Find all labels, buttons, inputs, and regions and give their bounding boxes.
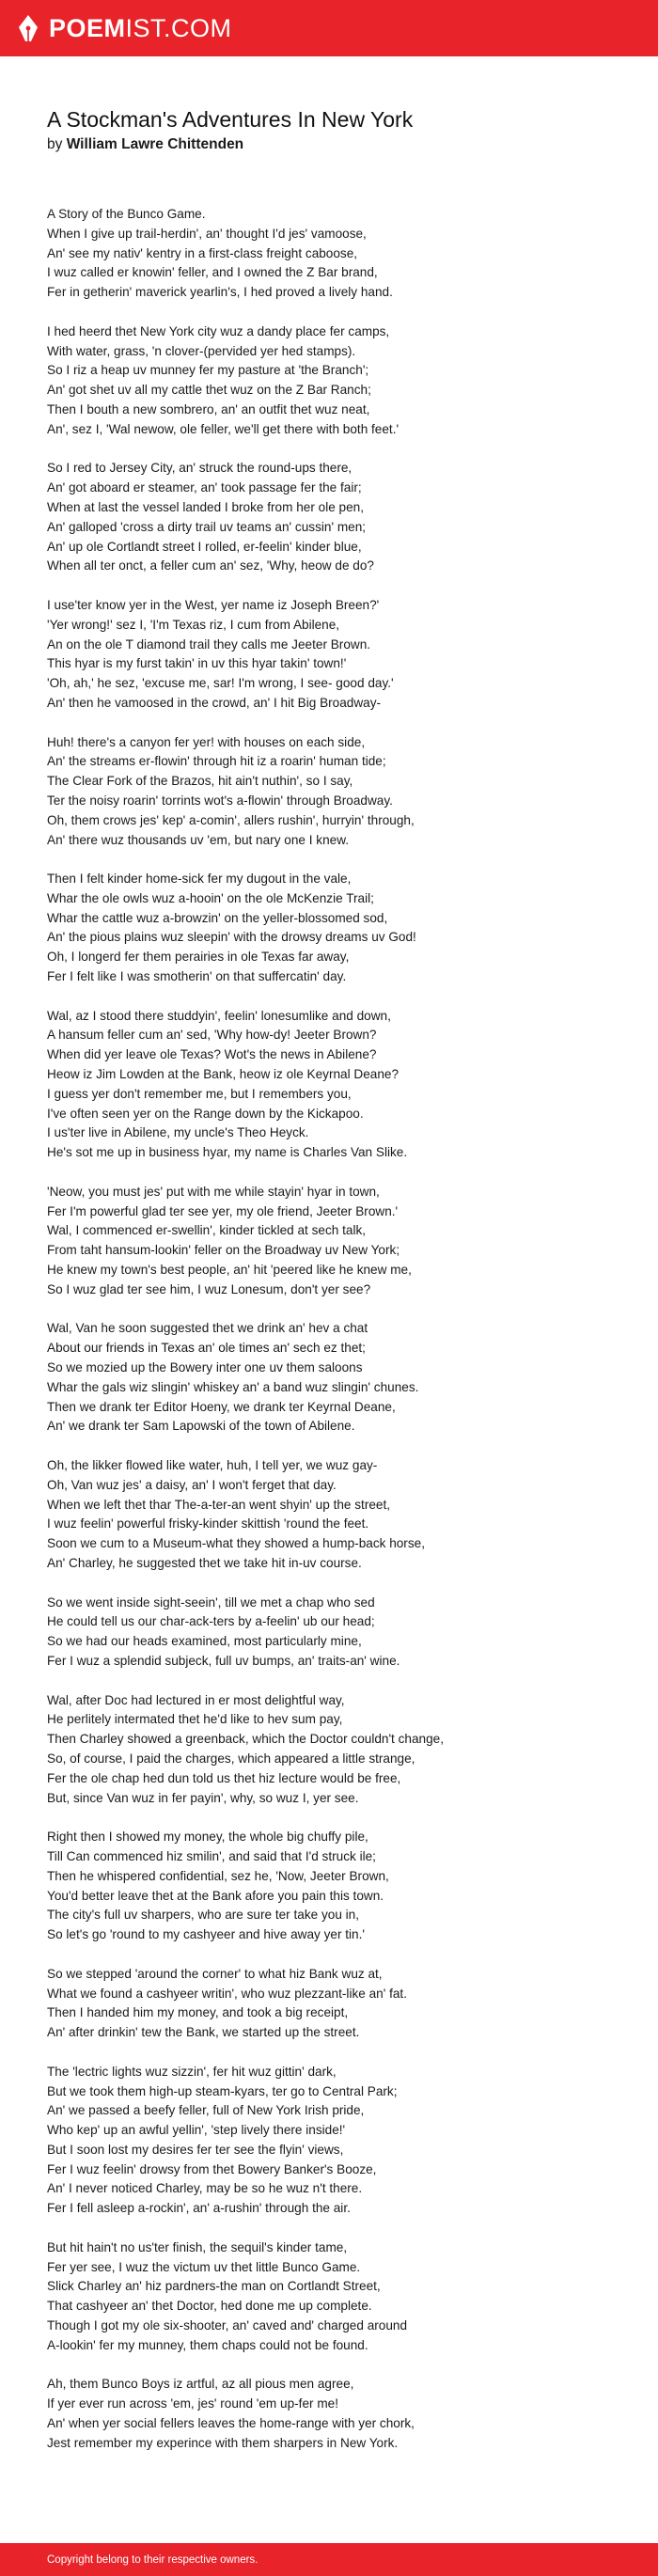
poem-line: Wal, I commenced er-swellin', kinder tickled at sech talk,: [47, 1223, 367, 1238]
poem-line: Though I got my ole six-shooter, an' caved and' charged around: [47, 2318, 408, 2333]
poem-line: An' then he vamoosed in the crowd, an' I hit Big Broadway-: [47, 695, 382, 710]
poem-line: With water, grass, 'n clover-(pervided yer hed stamps).: [47, 343, 356, 358]
poem-line: Whar the ole owls wuz a-hooin' on the ole McKenzie Trail;: [47, 890, 374, 905]
poem-line: Fer in getherin' maverick yearlin's, I hed proved a lively hand.: [47, 285, 393, 300]
poem-line: But I soon lost my desires fer ter see the flyin' views,: [47, 2142, 344, 2157]
poem-line: A-lookin' fer my munney, them chaps could not be found.: [47, 2337, 368, 2352]
poem-line: An' galloped 'cross a dirty trail uv teams an' cussin' men;: [47, 519, 367, 534]
poem-line: So I red to Jersey City, an' struck the round-ups there,: [47, 461, 352, 476]
logo-text: [49, 14, 232, 43]
poem-line: So I wuz glad ter see him, I wuz Lonesum, don't yer see?: [47, 1281, 371, 1296]
stanza: [47, 1456, 620, 1574]
author-link[interactable]: William Lawre Chittenden: [66, 136, 244, 152]
poem-line: Oh, them crows jes' kep' a-comin', allers rushin', hurryin' through,: [47, 812, 415, 827]
poem-line: The 'lectric lights wuz sizzin', fer hit wuz gittin' dark,: [47, 2064, 337, 2079]
poem-line: You'd better leave thet at the Bank afore you pain this town.: [47, 1888, 384, 1903]
poem-line: Whar the gals wiz slingin' whiskey an' a band wuz slingin' chunes.: [47, 1379, 419, 1394]
poem-line: This hyar is my furst takin' in uv this hyar takin' town!': [47, 656, 347, 671]
poem-line: An' I never noticed Charley, may be so he wuz n't there.: [47, 2181, 363, 2196]
poem-line: An' Charley, he suggested thet we take hit in-uv course.: [47, 1555, 362, 1570]
poem-line: Right then I showed my money, the whole big chuffy pile,: [47, 1830, 368, 1845]
poem-line: When all ter onct, a feller cum an' sez, 'Why, heow de do?: [47, 558, 374, 573]
poem-line: So we went inside sight-seein', till we met a chap who sed: [47, 1594, 375, 1610]
poem-line: That cashyeer an' thet Doctor, hed done me up complete.: [47, 2299, 372, 2314]
poem-content: [47, 105, 620, 2473]
poem-line: I wuz called er knowin' feller, and I owned the Z Bar brand,: [47, 265, 378, 280]
poem-line: An' there wuz thousands uv 'em, but nary one I knew.: [47, 832, 350, 847]
poem-line: Fer I felt like I was smotherin' on that suffercatin' day.: [47, 969, 347, 984]
header-bar: [0, 0, 658, 56]
poem-line: Then I felt kinder home-sick fer my dugout in the vale,: [47, 872, 352, 887]
poem-line: 'Oh, ah,' he sez, 'excuse me, sar! I'm wrong, I see- good day.': [47, 676, 394, 691]
poem-line: He knew my town's best people, an' hit 'peered like he knew me,: [47, 1263, 412, 1278]
poem-line: If yer ever run across 'em, jes' round 'em up-fer me!: [47, 2396, 338, 2411]
poem-line: An' after drinkin' tew the Bank, we started up the street.: [47, 2025, 360, 2040]
poem-line: So let's go 'round to my cashyeer and hive away yer tin.': [47, 1927, 365, 1942]
poem-line: So we mozied up the Bowery inter one uv them saloons: [47, 1360, 363, 1375]
poem-line: Then I bouth a new sombrero, an' an outfit thet wuz neat,: [47, 401, 370, 416]
poem-line: An on the ole T diamond trail they calls me Jeeter Brown.: [47, 636, 371, 652]
poem-line: Whar the cattle wuz a-browzin' on the yeller-blossomed sod,: [47, 910, 388, 925]
poem-line: I've often seen yer on the Range down by the Kickapoo.: [47, 1106, 364, 1121]
stanza: [47, 870, 620, 987]
poem-body: [47, 205, 620, 2454]
poem-line: So we stepped 'around the corner' to what hiz Bank wuz at,: [47, 1966, 383, 1981]
byline: [47, 135, 620, 154]
poem-line: An' got aboard er steamer, an' took passage fer the fair;: [47, 480, 362, 495]
stanza: [47, 322, 620, 440]
stanza: [47, 1965, 620, 2043]
poem-line: Then Charley showed a greenback, which the Doctor couldn't change,: [47, 1732, 444, 1747]
poem-line: When I give up trail-herdin', an' thought I'd jes' vamoose,: [47, 226, 367, 241]
poem-line: But, since Van wuz in fer payin', why, so wuz I, yer see.: [47, 1790, 359, 1805]
poem-line: Then he whispered confidential, sez he, 'Now, Jeeter Brown,: [47, 1868, 389, 1883]
poem-line: Till Can commenced hiz smilin', and said that I'd struck ile;: [47, 1848, 376, 1863]
poem-line: An' when yer social fellers leaves the home-range with yer chork,: [47, 2416, 415, 2431]
poem-line: Fer I wuz feelin' drowsy from thet Bowery Banker's Booze,: [47, 2161, 377, 2176]
poem-line: I wuz feelin' powerful frisky-kinder skittish 'round the feet.: [47, 1516, 369, 1531]
poem-line: Ter the noisy roarin' torrints wot's a-flowin' through Broadway.: [47, 793, 393, 808]
poem-line: I guess yer don't remember me, but I remembers you,: [47, 1086, 352, 1101]
stanza: [47, 1007, 620, 1163]
poem-line: When did yer leave ole Texas? Wot's the news in Abilene?: [47, 1047, 377, 1062]
poem-line: Wal, Van he soon suggested thet we drink an' hev a chat: [47, 1321, 368, 1336]
poem-line: But hit hain't no us'ter finish, the sequil's kinder tame,: [47, 2239, 348, 2254]
poem-line: Jest remember my experince with them sharpers in New York.: [47, 2435, 399, 2450]
stanza: [47, 1594, 620, 1672]
poem-line: He's sot me up in business hyar, my name is Charles Van Slike.: [47, 1145, 408, 1160]
poem-line: So we had our heads examined, most particularly mine,: [47, 1634, 362, 1649]
poem-line: Fer I fell asleep a-rockin', an' a-rushin' through the air.: [47, 2201, 351, 2216]
poem-line: About our friends in Texas an' ole times an' sech ez thet;: [47, 1341, 366, 1356]
stanza: [47, 733, 620, 851]
stanza: [47, 1319, 620, 1437]
poem-line: The Clear Fork of the Brazos, hit ain't nuthin', so I say,: [47, 774, 353, 789]
stanza: [47, 2238, 620, 2356]
poem-line: An' the streams er-flowin' through hit iz a roarin' human tide;: [47, 754, 386, 769]
poem-line: Who kep' up an awful yellin', 'step lively there inside!': [47, 2123, 346, 2138]
poem-line: A hansum feller cum an' sed, 'Why how-dy! Jeeter Brown?: [47, 1028, 377, 1043]
copyright-text: Copyright belong to their respective owners.: [47, 2553, 258, 2566]
site-logo[interactable]: [17, 14, 232, 43]
poem-line: What we found a cashyeer writin', who wuz plezzant-like an' fat.: [47, 1986, 407, 2001]
pen-nib-icon: [17, 14, 39, 42]
poem-line: An' the pious plains wuz sleepin' with the drowsy dreams uv God!: [47, 930, 416, 945]
poem-line: Then we drank ter Editor Hoeny, we drank ter Keyrnal Deane,: [47, 1399, 396, 1414]
poem-line: So I riz a heap uv munney fer my pasture at 'the Branch';: [47, 363, 369, 378]
poem-line: Wal, after Doc had lectured in er most delightful way,: [47, 1692, 345, 1707]
poem-line: Oh, I longerd fer them perairies in ole Texas far away,: [47, 950, 350, 965]
poem-title: A Stockman's Adventures In New York: [47, 107, 414, 132]
poem-line: An' we drank ter Sam Lapowski of the town of Abilene.: [47, 1419, 355, 1434]
stanza: [47, 1828, 620, 1945]
poem-line: But we took them high-up steam-kyars, ter go to Central Park;: [47, 2083, 398, 2098]
poem-line: Heow iz Jim Lowden at the Bank, heow iz ole Keyrnal Deane?: [47, 1067, 400, 1082]
poem-line: Fer yer see, I wuz the victum uv thet little Bunco Game.: [47, 2259, 361, 2274]
stanza: [47, 596, 620, 714]
stanza: [47, 2375, 620, 2453]
stanza: [47, 459, 620, 576]
poem-line: Slick Charley an' hiz pardners-the man on Cortlandt Street,: [47, 2279, 381, 2294]
poem-line: When at last the vessel landed I broke from her ole pen,: [47, 499, 365, 514]
poem-line: An' got shet uv all my cattle thet wuz on the Z Bar Ranch;: [47, 383, 371, 398]
poem-line: He perlitely intermated thet he'd like to hev sum pay,: [47, 1712, 343, 1727]
stanza: [47, 1183, 620, 1300]
stanza: [47, 205, 620, 303]
poem-line: The city's full uv sharpers, who are sure ter take you in,: [47, 1908, 360, 1923]
poem-line: Ah, them Bunco Boys iz artful, az all pious men agree,: [47, 2377, 354, 2392]
poem-line: Huh! there's a canyon fer yer! with houses on each side,: [47, 734, 366, 749]
poem-line: Fer the ole chap hed dun told us thet hiz lecture would be free,: [47, 1770, 401, 1785]
poem-line: Fer I'm powerful glad ter see yer, my ole friend, Jeeter Brown.': [47, 1203, 399, 1218]
poem-line: An' we passed a beefy feller, full of New York Irish pride,: [47, 2103, 365, 2118]
logo-text-bold: POEM: [49, 13, 126, 42]
poem-line: An' up ole Cortlandt street I rolled, er-feelin' kinder blue,: [47, 539, 362, 554]
poem-line: Oh, the likker flowed like water, huh, I tell yer, we wuz gay-: [47, 1458, 378, 1472]
footer-bar: [0, 2543, 658, 2576]
poem-line: He could tell us our char-ack-ters by a-feelin' ub our head;: [47, 1614, 375, 1629]
poem-line: A Story of the Bunco Game.: [47, 207, 206, 221]
poem-line: I use'ter know yer in the West, yer name iz Joseph Breen?': [47, 597, 380, 612]
poem-line: An' see my nativ' kentry in a first-class freight caboose,: [47, 245, 358, 260]
stanza: [47, 2063, 620, 2219]
stanza: [47, 1691, 620, 1809]
poem-line: So, of course, I paid the charges, which appeared a little strange,: [47, 1751, 415, 1766]
poem-line: I us'ter live in Abilene, my uncle's Theo Heyck.: [47, 1125, 309, 1140]
poem-line: When we left thet thar The-a-ter-an went shyin' up the street,: [47, 1497, 391, 1512]
poem-line: 'Yer wrong!' sez I, 'I'm Texas riz, I cum from Abilene,: [47, 617, 340, 632]
poem-line: From taht hansum-lookin' feller on the Broadway uv New York;: [47, 1243, 400, 1258]
poem-line: Oh, Van wuz jes' a daisy, an' I won't ferget that day.: [47, 1477, 337, 1492]
logo-text-rest: IST.COM: [125, 13, 232, 42]
poem-line: Soon we cum to a Museum-what they showed a hump-back horse,: [47, 1536, 425, 1551]
poem-line: Wal, az I stood there studdyin', feelin' lonesumlike and down,: [47, 1008, 391, 1023]
poem-line: Then I handed him my money, and took a big receipt,: [47, 2005, 349, 2020]
poem-line: Fer I wuz a splendid subjeck, full uv bumps, an' traits-an' wine.: [47, 1653, 400, 1668]
poem-line: I hed heerd thet New York city wuz a dandy place fer camps,: [47, 323, 390, 338]
poem-line: An', sez I, 'Wal newow, ole feller, we'll get there with both feet.': [47, 421, 400, 436]
poem-line: 'Neow, you must jes' put with me while stayin' hyar in town,: [47, 1184, 380, 1199]
by-label: by: [47, 136, 63, 152]
